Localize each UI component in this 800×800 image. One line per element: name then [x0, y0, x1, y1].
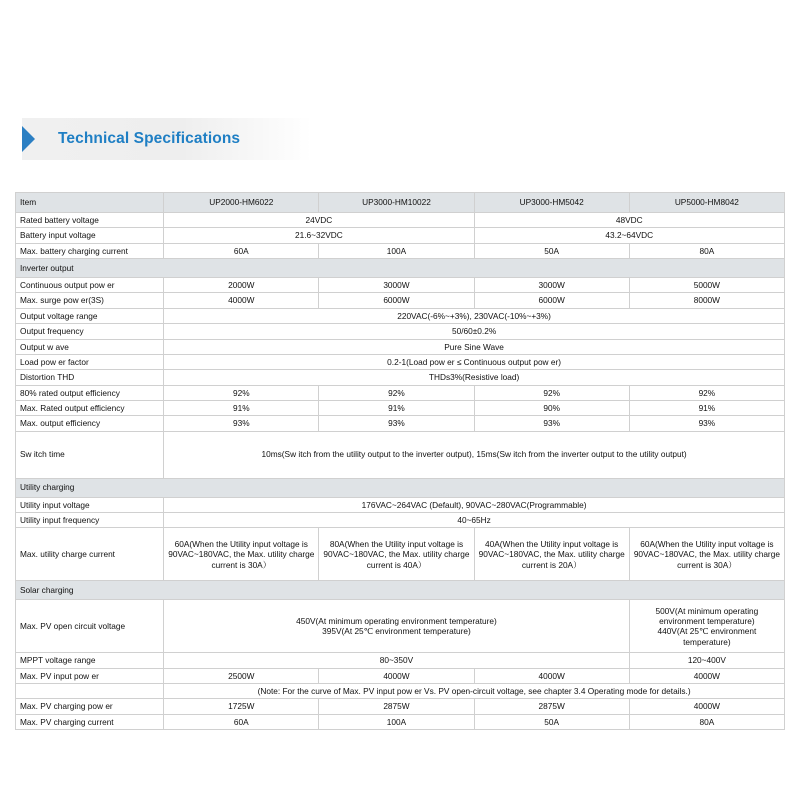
table-row — [16, 668, 785, 683]
table-cell: 2875W — [319, 699, 474, 714]
table-cell: 4000W — [629, 699, 784, 714]
chevron-right-icon — [22, 118, 44, 160]
table-cell: (Note: For the curve of Max. PV input pow er Vs. PV open-circuit voltage, see chapter 3.4 Operating mode for details.) — [164, 684, 785, 699]
row-label: Sw itch time — [16, 431, 164, 478]
row-label: Utility input frequency — [16, 513, 164, 528]
table-cell: 60A(When the Utility input voltage is 90VAC~180VAC, the Max. utility charge current is 30A） — [164, 528, 319, 581]
table-cell: 450V(At minimum operating environment temperature) 395V(At 25℃ environment temperature) — [164, 600, 630, 653]
table-cell: 24VDC — [164, 213, 474, 228]
table-row — [16, 497, 785, 512]
table-body — [16, 193, 785, 730]
row-label: Max. surge pow er(3S) — [16, 293, 164, 308]
table-row — [16, 278, 785, 293]
section-label: Solar charging — [16, 581, 785, 600]
table-row — [16, 354, 785, 369]
row-label: Output voltage range — [16, 308, 164, 323]
column-header: UP3000-HM5042 — [474, 193, 629, 213]
table-cell: 48VDC — [474, 213, 784, 228]
row-label: Max. PV charging pow er — [16, 699, 164, 714]
table-cell: 100A — [319, 714, 474, 729]
row-label: Max. battery charging current — [16, 243, 164, 258]
table-row — [16, 699, 785, 714]
table-cell: 90% — [474, 400, 629, 415]
row-label: Output w ave — [16, 339, 164, 354]
table-cell: 4000W — [629, 668, 784, 683]
table-cell: 80A — [629, 714, 784, 729]
table-cell: 60A(When the Utility input voltage is 90VAC~180VAC, the Max. utility charge current is 30A） — [629, 528, 784, 581]
row-label — [16, 684, 164, 699]
table-cell: 92% — [629, 385, 784, 400]
table-row — [16, 228, 785, 243]
table-cell: 93% — [319, 416, 474, 431]
table-cell: 3000W — [319, 278, 474, 293]
row-label: 80% rated output efficiency — [16, 385, 164, 400]
table-cell: 60A — [164, 714, 319, 729]
table-cell: 43.2~64VDC — [474, 228, 784, 243]
row-label: Max. utility charge current — [16, 528, 164, 581]
row-label: Continuous output pow er — [16, 278, 164, 293]
table-row — [16, 213, 785, 228]
table-cell: 176VAC~264VAC (Default), 90VAC~280VAC(Programmable) — [164, 497, 785, 512]
table-row — [16, 513, 785, 528]
table-cell: 93% — [474, 416, 629, 431]
table-row — [16, 714, 785, 729]
row-label: Battery input voltage — [16, 228, 164, 243]
table-cell: 92% — [164, 385, 319, 400]
table-header-row — [16, 193, 785, 213]
row-label: Max. Rated output efficiency — [16, 400, 164, 415]
table-row — [16, 653, 785, 668]
table-row — [16, 308, 785, 323]
table-cell: 220VAC(-6%~+3%), 230VAC(-10%~+3%) — [164, 308, 785, 323]
table-row — [16, 528, 785, 581]
row-label: Output frequency — [16, 324, 164, 339]
column-header: UP3000-HM10022 — [319, 193, 474, 213]
table-row — [16, 370, 785, 385]
table-cell: 21.6~32VDC — [164, 228, 474, 243]
row-label: Max. PV input pow er — [16, 668, 164, 683]
row-label: Max. output efficiency — [16, 416, 164, 431]
table-cell: 93% — [629, 416, 784, 431]
table-cell: 4000W — [164, 293, 319, 308]
page-title: Technical Specifications — [58, 130, 241, 147]
row-label: Rated battery voltage — [16, 213, 164, 228]
table-cell: 0.2-1(Load pow er ≤ Continuous output pow er) — [164, 354, 785, 369]
column-header: UP5000-HM8042 — [629, 193, 784, 213]
table-cell: 93% — [164, 416, 319, 431]
table-section-row — [16, 478, 785, 497]
table-cell: 50A — [474, 243, 629, 258]
section-label: Inverter output — [16, 259, 785, 278]
table-cell: 500V(At minimum operating environment temperature) 440V(At 25℃ environment temperature) — [629, 600, 784, 653]
row-label: Max. PV open circuit voltage — [16, 600, 164, 653]
table-cell: 5000W — [629, 278, 784, 293]
table-row — [16, 431, 785, 478]
section-label: Utility charging — [16, 478, 785, 497]
table-row — [16, 339, 785, 354]
column-header: Item — [16, 193, 164, 213]
table-row — [16, 385, 785, 400]
row-label: Max. PV charging current — [16, 714, 164, 729]
table-row — [16, 324, 785, 339]
table-cell: 100A — [319, 243, 474, 258]
table-cell: 80A — [629, 243, 784, 258]
table-cell: 91% — [629, 400, 784, 415]
row-label: Load pow er factor — [16, 354, 164, 369]
table-cell: 10ms(Sw itch from the utility output to the inverter output), 15ms(Sw itch from the inverter output to the utility output) — [164, 431, 785, 478]
table-cell: 50/60±0.2% — [164, 324, 785, 339]
table-cell: 3000W — [474, 278, 629, 293]
table-row — [16, 400, 785, 415]
section-header — [22, 118, 312, 160]
table-cell: 92% — [474, 385, 629, 400]
column-header: UP2000-HM6022 — [164, 193, 319, 213]
table-cell: 91% — [319, 400, 474, 415]
table-cell: 80~350V — [164, 653, 630, 668]
table-cell: 2000W — [164, 278, 319, 293]
table-cell: 2875W — [474, 699, 629, 714]
table-cell: 80A(When the Utility input voltage is 90VAC~180VAC, the Max. utility charge current is 40A） — [319, 528, 474, 581]
table-cell: 6000W — [474, 293, 629, 308]
table-row — [16, 293, 785, 308]
table-cell: 1725W — [164, 699, 319, 714]
table-section-row — [16, 259, 785, 278]
table-cell: 8000W — [629, 293, 784, 308]
table-cell: 92% — [319, 385, 474, 400]
table-row — [16, 600, 785, 653]
table-cell: 6000W — [319, 293, 474, 308]
table-cell: THDs3%(Resistive load) — [164, 370, 785, 385]
table-cell: 91% — [164, 400, 319, 415]
table-cell: 4000W — [474, 668, 629, 683]
table-row — [16, 243, 785, 258]
table-cell: 4000W — [319, 668, 474, 683]
table-cell: 40A(When the Utility input voltage is 90VAC~180VAC, the Max. utility charge current is 20A） — [474, 528, 629, 581]
table-row — [16, 416, 785, 431]
table-cell: 60A — [164, 243, 319, 258]
row-label: Distortion THD — [16, 370, 164, 385]
table-cell: 120~400V — [629, 653, 784, 668]
specifications-table — [15, 192, 785, 730]
row-label: Utility input voltage — [16, 497, 164, 512]
table-row — [16, 684, 785, 699]
table-cell: 50A — [474, 714, 629, 729]
row-label: MPPT voltage range — [16, 653, 164, 668]
table-cell: 40~65Hz — [164, 513, 785, 528]
table-cell: 2500W — [164, 668, 319, 683]
table-cell: Pure Sine Wave — [164, 339, 785, 354]
table-section-row — [16, 581, 785, 600]
